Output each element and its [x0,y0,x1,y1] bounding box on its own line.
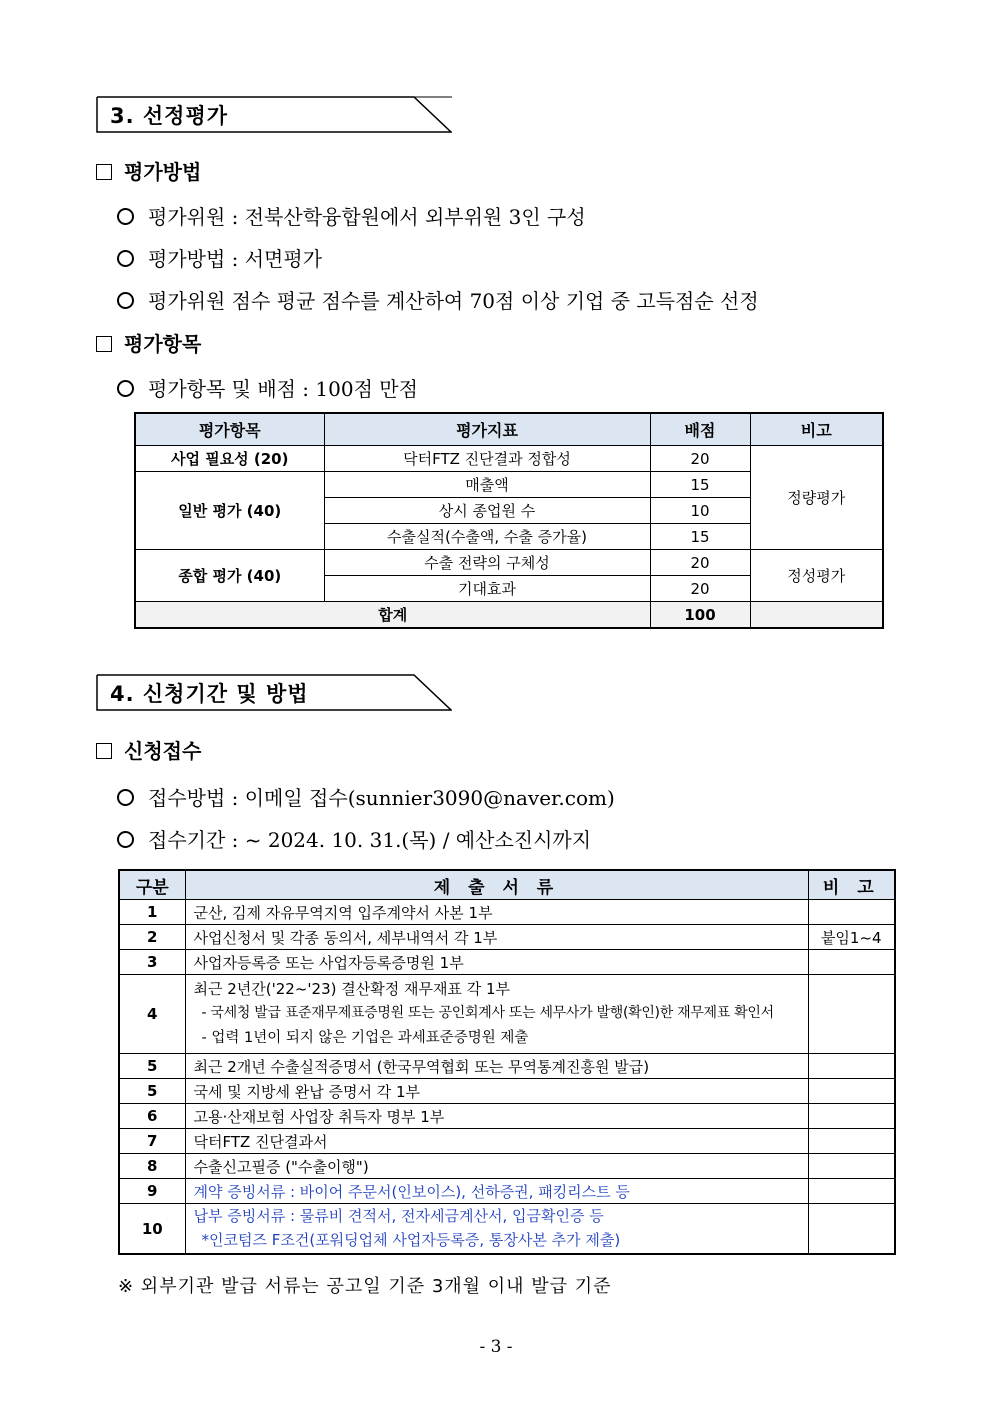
total-score-cell: 100 [650,602,750,629]
document-sub-text: - 국세청 발급 표준재무제표증명원 또는 공인회계사 또는 세무사가 발행(확인)한 재무제표 확인서 [201,1005,774,1021]
note-cell: 정량평가 [750,446,883,550]
table-row [119,1054,895,1079]
table-row [135,446,883,472]
method-item [117,285,759,314]
table-row [135,550,883,576]
note-cell: 붙임1~4 [808,925,895,950]
table-header-row [135,413,883,446]
table-header-cell: 제 출 서 류 [185,870,808,900]
table-row [119,975,895,1054]
row-number: 6 [119,1104,185,1129]
document-main-text: 납부 증빙서류 : 물류비 견적서, 전자세금계산서, 입금확인증 등 [193,1207,604,1225]
table-row [119,1154,895,1179]
document-cell: 계약 증빙서류 : 바이어 주문서(인보이스), 선하증권, 패킹리스트 등 [185,1179,808,1204]
table-row [119,925,895,950]
table-row [119,1129,895,1154]
row-number: 10 [119,1204,185,1255]
document-sub-text: - 업력 1년이 되지 않은 기업은 과세표준증명원 제출 [201,1030,529,1046]
note-cell [808,900,895,925]
indicator-cell: 상시 종업원 수 [324,498,650,524]
document-cell: 고용·산재보험 사업장 취득자 명부 1부 [185,1104,808,1129]
indicator-cell: 수출 전략의 구체성 [324,550,650,576]
indicator-cell: 닥터FTZ 진단결과 정합성 [324,446,650,472]
footnote: ※ 외부기관 발급 서류는 공고일 기준 3개월 이내 발급 기준 [118,1276,612,1297]
row-number: 1 [119,900,185,925]
items-heading-text: 평가항목 [124,332,202,356]
method-item [117,243,322,272]
section-4-title: 4. 신청기간 및 방법 [110,682,309,706]
document-main-text: 최근 2년간('22~'23) 결산확정 재무재표 각 1부 [193,980,510,998]
items-heading [96,328,201,357]
document-cell: 군산, 김제 자유무역지역 입주계약서 사본 1부 [185,900,808,925]
receipt-item-text: 접수기간 : ~ 2024. 10. 31.(목) / 예산소진시까지 [148,828,592,852]
score-cell: 20 [650,576,750,602]
document-cell: 수출신고필증 ("수출이행") [185,1154,808,1179]
table-row [119,1204,895,1255]
note-cell [808,950,895,975]
row-number: 5 [119,1054,185,1079]
receipt-heading-text: 신청접수 [124,739,202,763]
note-cell [808,1104,895,1129]
score-cell: 20 [650,446,750,472]
checkbox-square-icon [96,164,112,180]
score-cell: 15 [650,524,750,550]
circle-bullet-icon [117,208,134,225]
documents-table [118,869,896,1255]
method-heading-text: 평가방법 [124,160,202,184]
score-cell: 15 [650,472,750,498]
method-heading [96,156,201,185]
note-cell [808,1179,895,1204]
receipt-item [117,782,615,811]
document-cell [185,1204,808,1255]
receipt-heading [96,735,201,764]
row-number: 4 [119,975,185,1054]
total-row [135,602,883,629]
indicator-cell: 매출액 [324,472,650,498]
table-header-cell: 비고 [750,413,883,446]
table-row [119,1079,895,1104]
method-item [117,201,586,230]
circle-bullet-icon [117,831,134,848]
document-cell [185,975,808,1054]
note-cell: 정성평가 [750,550,883,602]
table-row [119,1179,895,1204]
method-item-text: 평가위원 : 전북산학융합원에서 외부위원 3인 구성 [148,205,586,229]
note-cell [808,1079,895,1104]
row-number: 2 [119,925,185,950]
circle-bullet-icon [117,292,134,309]
section-3-header [96,96,451,132]
receipt-item-text: 접수방법 : 이메일 접수(sunnier3090@naver.com) [148,786,615,810]
table-row [119,950,895,975]
table-header-cell: 비 고 [808,870,895,900]
row-number: 3 [119,950,185,975]
note-cell [808,975,895,1054]
category-cell: 종합 평가 (40) [135,550,324,602]
circle-bullet-icon [117,380,134,397]
method-item-text: 평가위원 점수 평균 점수를 계산하여 70점 이상 기업 중 고득점순 선정 [148,289,759,313]
items-line-text: 평가항목 및 배점 : 100점 만점 [148,377,418,401]
note-cell [808,1154,895,1179]
document-cell: 사업신청서 및 각종 동의서, 세부내역서 각 1부 [185,925,808,950]
circle-bullet-icon [117,250,134,267]
table-header-cell: 평가항목 [135,413,324,446]
page-number: - 3 - [479,1337,513,1357]
section-3-title: 3. 선정평가 [110,104,229,128]
document-cell: 최근 2개년 수출실적증명서 (한국무역협회 또는 무역통계진흥원 발급) [185,1054,808,1079]
score-cell: 20 [650,550,750,576]
evaluation-table [134,412,884,629]
document-cell: 닥터FTZ 진단결과서 [185,1129,808,1154]
table-header-cell: 평가지표 [324,413,650,446]
indicator-cell: 수출실적(수출액, 수출 증가율) [324,524,650,550]
document-cell: 사업자등록증 또는 사업자등록증명원 1부 [185,950,808,975]
document-cell: 국세 및 지방세 완납 증명서 각 1부 [185,1079,808,1104]
document-sub-text: *인코텀즈 F조건(포워딩업체 사업자등록증, 통장사본 추가 제출) [201,1231,621,1249]
row-number: 7 [119,1129,185,1154]
items-line [117,373,418,402]
checkbox-square-icon [96,336,112,352]
row-number: 5 [119,1079,185,1104]
category-cell: 사업 필요성 (20) [135,446,324,472]
table-header-cell: 구분 [119,870,185,900]
table-row [119,900,895,925]
note-cell [808,1204,895,1255]
receipt-item [117,824,591,853]
note-cell [808,1054,895,1079]
row-number: 9 [119,1179,185,1204]
score-cell: 10 [650,498,750,524]
checkbox-square-icon [96,743,112,759]
total-note-cell [750,602,883,629]
method-item-text: 평가방법 : 서면평가 [148,247,323,271]
section-4-header [96,674,451,710]
table-header-row [119,870,895,900]
indicator-cell: 기대효과 [324,576,650,602]
note-cell [808,1129,895,1154]
category-cell: 일반 평가 (40) [135,472,324,550]
table-header-cell: 배점 [650,413,750,446]
total-label-cell: 합계 [135,602,650,629]
circle-bullet-icon [117,789,134,806]
row-number: 8 [119,1154,185,1179]
table-row [119,1104,895,1129]
